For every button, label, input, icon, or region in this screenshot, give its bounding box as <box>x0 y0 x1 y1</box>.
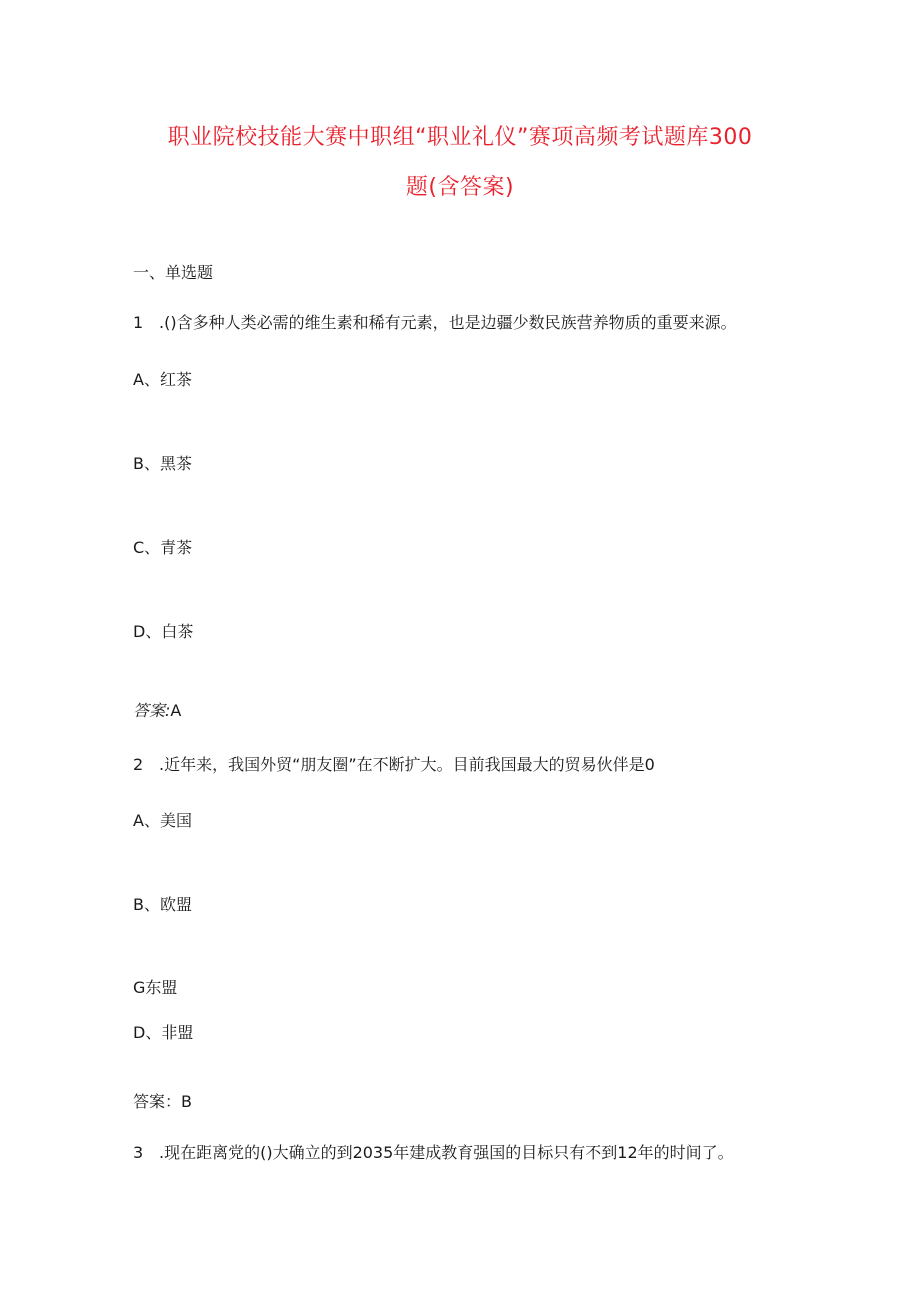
answer-value: A <box>170 701 182 720</box>
answer-1 <box>133 698 181 721</box>
question-text: .现在距离党的()大确立的到2035年建成教育强国的目标只有不到12年的时间了。 <box>159 1143 734 1162</box>
option-b: B、黑茶 <box>133 454 192 473</box>
option-d: D、白茶 <box>133 622 194 641</box>
question-number: 3 <box>133 1143 144 1162</box>
option-d: D、非盟 <box>133 1023 194 1042</box>
document-title-line-1: 职业院校技能大赛中职组“职业礼仪”赛项高频考试题库300 <box>167 125 753 150</box>
question-number: 2 <box>133 755 144 774</box>
question-2 <box>133 752 655 775</box>
option-c: C、青茶 <box>133 538 193 557</box>
answer-label: 答案: <box>133 701 171 720</box>
option-a: A、美国 <box>133 811 192 830</box>
question-text: .近年来，我国外贸“朋友圈”在不断扩大。目前我国最大的贸易伙伴是0 <box>159 755 655 774</box>
question-number: 1 <box>133 313 144 332</box>
answer-2: 答案：B <box>133 1092 192 1111</box>
question-text: .()含多种人类必需的维生素和稀有元素，也是边疆少数民族营养物质的重要来源。 <box>159 313 737 332</box>
option-a: A、红茶 <box>133 370 192 389</box>
question-3 <box>133 1140 734 1163</box>
option-c: G东盟 <box>133 978 178 997</box>
section-heading: 一、单选题 <box>133 263 214 282</box>
question-1 <box>133 310 737 333</box>
document-title-line-2: 题(含答案) <box>405 175 515 200</box>
option-b: B、欧盟 <box>133 895 192 914</box>
